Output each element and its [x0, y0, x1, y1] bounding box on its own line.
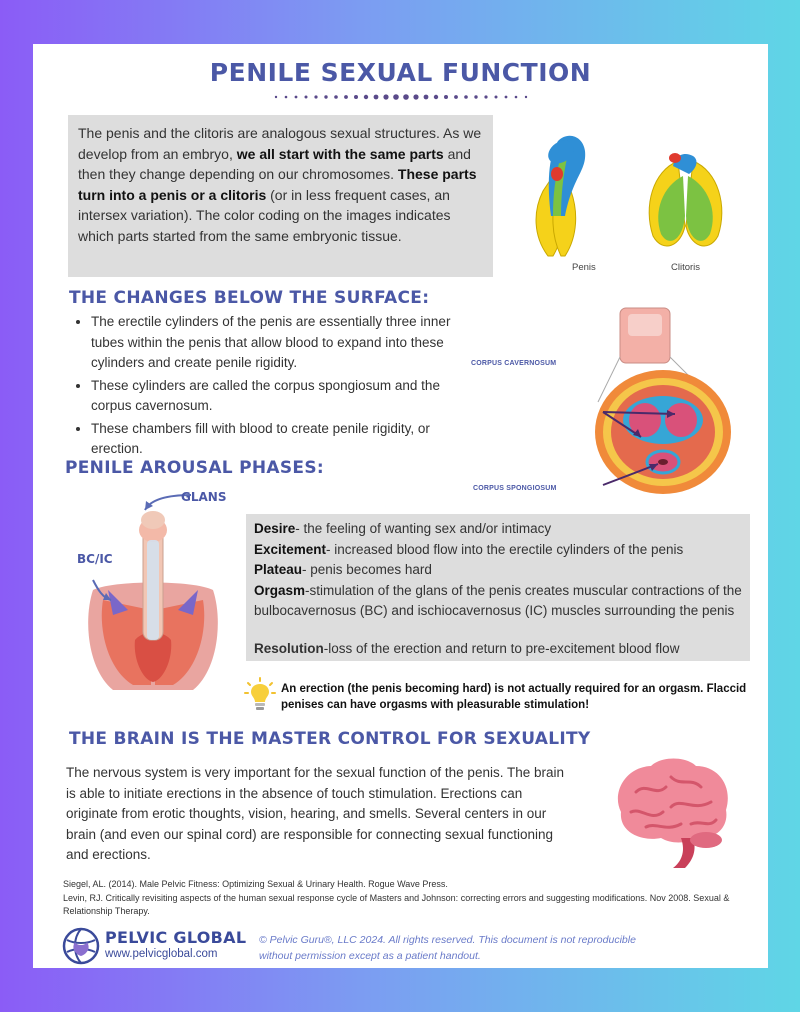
intro-bold-2: These parts turn into a penis or a clitoris [78, 166, 477, 203]
corpus-spongiosum-label: CORPUS SPONGIOSUM [473, 485, 557, 492]
reference-item: Siegel, AL. (2014). Male Pelvic Fitness: Optimizing Sexual & Urinary Health. Rogue Wave Press. [63, 879, 448, 889]
phase-plateau [254, 560, 742, 581]
arousal-phases-heading: PENILE AROUSAL PHASES: [65, 458, 324, 478]
brain-paragraph: The nervous system is very important for the sexual function of the penis. The brain is able to initiate erections in the absence of touch stimulation. Erections can originate from erotic thoughts, vision, hearing, and smells. Several centers in our brain (and even our spinal cord) are responsible for connecting sexual functioning and erections. [66, 765, 564, 862]
intro-box [68, 115, 493, 277]
intro-bold-1: we all start with the same parts [236, 145, 444, 162]
changes-bullet-list [73, 312, 471, 462]
glans-label: GLANS [181, 490, 227, 504]
lightbulb-icon [243, 677, 277, 711]
phase-term: Orgasm [254, 582, 306, 598]
penis-caption: Penis [572, 262, 596, 273]
penis-clitoris-illustration [503, 116, 753, 266]
globe-logo-icon [61, 926, 103, 966]
intro-text-2: and then they change depending on our chromosomes. [78, 145, 471, 182]
penis-illustration [536, 136, 585, 256]
phase-desire [254, 519, 742, 540]
phase-description: - increased blood flow into the erectile cylinders of the penis [326, 541, 684, 557]
phase-excitement [254, 540, 742, 561]
brain-figure [601, 752, 741, 872]
bc-ic-label: BC/IC [77, 552, 113, 566]
logo-name: PELVIC GLOBAL [105, 928, 247, 947]
phase-orgasm [254, 581, 742, 622]
tip-text: An erection (the penis becoming hard) is not actually required for an orgasm. Flaccid penises can have orgasms with pleasurable stimulation! [281, 683, 747, 711]
phase-term: Plateau [254, 562, 303, 577]
penis-cross-section-figure [463, 302, 753, 502]
list-item: • The erectile cylinders of the penis are essentially three inner tubes within the penis that allow blood to expand into these cylinders and create penile rigidity. [91, 312, 471, 374]
references [63, 878, 763, 919]
phase-description: - the feeling of wanting sex and/or intimacy [295, 521, 552, 536]
reference-item: Levin, RJ. Critically revisiting aspects of the human sexual response cycle of Masters and Johnson: correcting errors and suggesting modifications. Nov 2008. Sexual & Relationship Therapy. [63, 892, 730, 916]
logo-url: www.pelvicglobal.com [105, 948, 218, 960]
pelvic-anatomy-figure [73, 490, 233, 700]
brain-heading: THE BRAIN IS THE MASTER CONTROL FOR SEXUALITY [69, 729, 591, 749]
corpus-cavernosum-label: CORPUS CAVERNOSUM [471, 360, 557, 367]
dotted-divider [271, 92, 531, 102]
handout-page [33, 44, 768, 968]
phase-term: Excitement [254, 541, 327, 557]
pelvic-global-logo [61, 926, 281, 966]
homologous-anatomy-figure [503, 116, 753, 278]
phase-description: -stimulation of the glans of the penis creates muscular contractions of the bulbocavernosus (BC) and ischiocavernosus (IC) muscles surrounding the penis [254, 582, 742, 618]
intro-text-3: (or in less frequent cases, an intersex variation). The color coding on the images indicates which parts started from the same embryonic tissue. [78, 186, 451, 244]
changes-heading: THE CHANGES BELOW THE SURFACE: [69, 288, 430, 308]
clitoris-caption: Clitoris [671, 262, 701, 273]
list-item: • These cylinders are called the corpus spongiosum and the corpus cavernosum. [91, 376, 471, 417]
phase-description: - penis becomes hard [302, 562, 432, 577]
page-title: PENILE SEXUAL FUNCTION [209, 58, 592, 87]
phase-description: -loss of the erection and return to pre-excitement blood flow [323, 641, 680, 656]
phase-term: Desire [254, 521, 296, 536]
phase-resolution [246, 639, 750, 661]
intro-text-1: The penis and the clitoris are analogous sexual structures. As we develop from an embryo, [78, 125, 482, 162]
tip-callout [243, 677, 763, 716]
phase-term: Resolution [254, 641, 324, 656]
brain-icon [601, 752, 741, 872]
list-item: • These chambers fill with blood to create penile rigidity, or erection. [91, 419, 471, 460]
pelvic-muscles-illustration [73, 490, 233, 700]
copyright-notice: © Pelvic Guru®, LLC 2024. All rights reserved. This document is not reproducible without permission except as a patient handout. [259, 934, 636, 962]
cross-section-illustration [463, 302, 753, 502]
clitoris-illustration [649, 153, 722, 246]
